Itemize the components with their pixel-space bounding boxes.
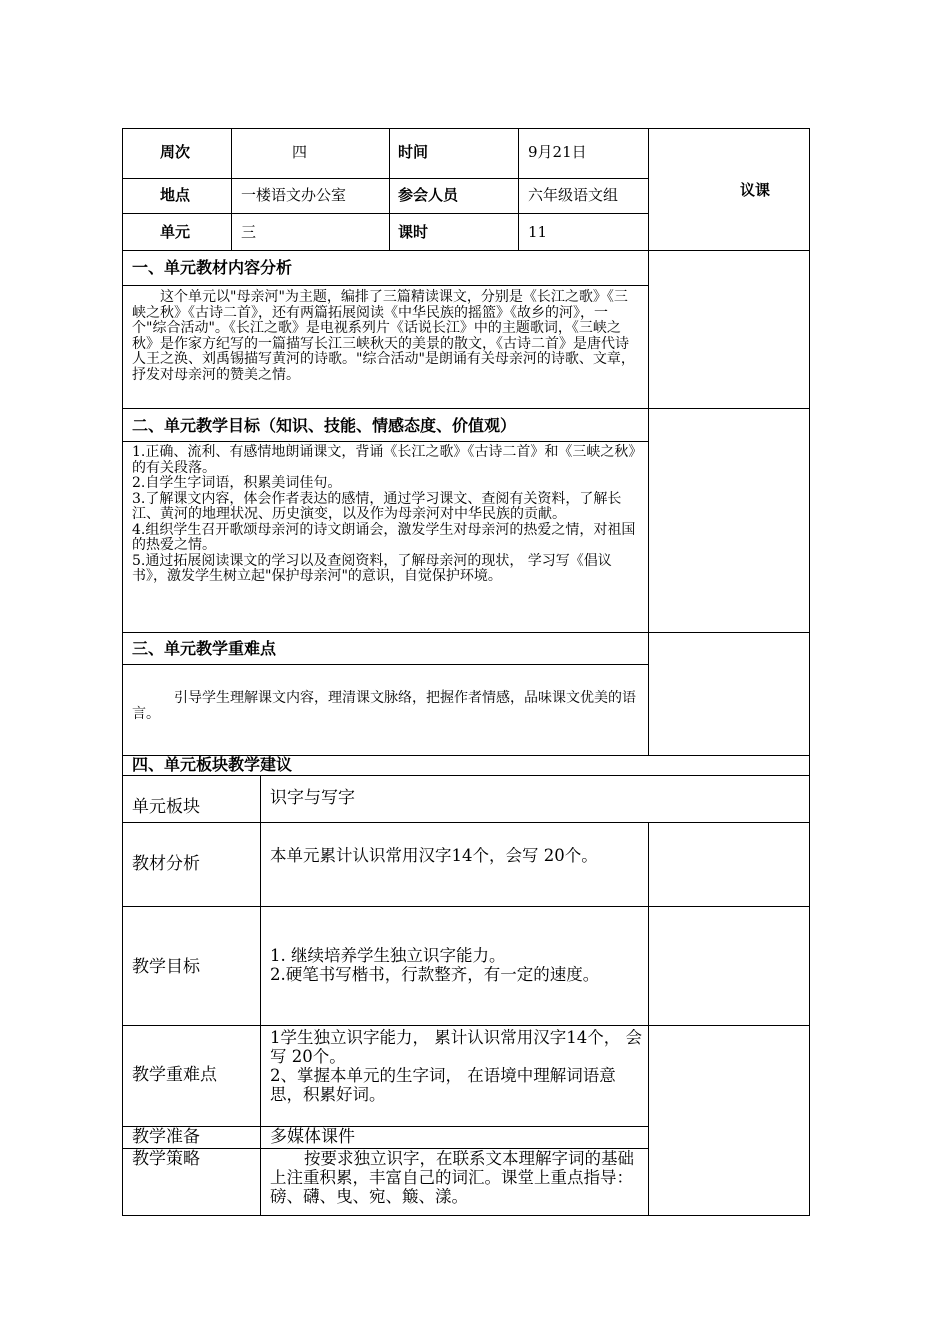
- rule: [648, 822, 649, 1216]
- goal-item: 4.组织学生召开歌颂母亲河的诗文朗诵会，激发学生对母亲河的热爱之情，对祖国的热爱之情。: [132, 521, 636, 553]
- goal-line: 1. 继续培养学生独立识字能力。: [270, 946, 506, 965]
- difficulty-line: 1学生独立识字能力， 累计认识常用汉字14个， 会写 20个。: [270, 1028, 642, 1066]
- rule: [122, 822, 810, 823]
- analysis-title: 一、单元教材内容分析: [132, 258, 293, 277]
- suggest-title: 四、单元板块教学建议: [132, 755, 293, 774]
- block-value: 识字与写字: [270, 788, 355, 808]
- goal-line: 2.硬笔书写楷书，行款整齐，有一定的速度。: [270, 965, 600, 984]
- place-value: 一楼语文办公室: [241, 186, 347, 204]
- rule: [122, 664, 649, 665]
- difficulty-lines: [270, 1028, 642, 1104]
- goal-lines: [270, 946, 645, 984]
- analysis-text: 这个单元以"母亲河"为主题，编排了三篇精读课文，分别是《长江之歌》《三峡之秋》《古诗二首》，还有两篇拓展阅读《中华民族的摇篮》《故乡的河》，一个"综合活动"。《长江之歌》是电视系列片《话说长江》中的主题歌词，《三峡之秋》是作家方纪写的一篇描写长江三峡秋天的美景的散文，《古诗二首》是唐代诗人王之涣、刘禹锡描写黄河的诗歌。"综合活动"是朗诵有关母亲河的诗歌、文章，抒发对母亲河的赞美之情。: [132, 289, 635, 383]
- rule: [122, 632, 810, 633]
- time-value: 9月21日: [528, 143, 587, 161]
- goals-list: [132, 445, 640, 585]
- material-label: 教材分析: [132, 854, 200, 874]
- keypoints-text: 引导学生理解课文内容，理清课文脉络，把握作者情感，品味课文优美的语言。: [132, 690, 636, 722]
- week-label: 周次: [160, 143, 191, 161]
- rule: [122, 213, 649, 214]
- rule: [122, 1126, 649, 1127]
- prep-label: 教学准备: [132, 1127, 200, 1147]
- rule: [122, 285, 649, 286]
- unit-value: 三: [241, 223, 257, 241]
- goal-item: 5.通过拓展阅读课文的学习以及查阅资料，了解母亲河的现状， 学习写《倡议书》，激发学生树立起"保护母亲河"的意识，自觉保护环境。: [132, 552, 612, 584]
- week-value: 四: [292, 143, 308, 161]
- rule: [231, 128, 232, 250]
- rule: [389, 128, 390, 250]
- goal-item: 2.自学生字词语，积累美词佳句。: [132, 475, 342, 491]
- rule: [122, 775, 810, 776]
- hours-value: 11: [528, 223, 548, 241]
- rule: [122, 906, 810, 907]
- prep-value: 多媒体课件: [270, 1127, 355, 1147]
- place-label: 地点: [160, 186, 191, 204]
- goal-item: 1.正确、流利、有感情地朗诵课文，背诵《长江之歌》《古诗二首》和《三峡之秋》的有关段落。: [132, 444, 636, 476]
- rule: [122, 250, 810, 251]
- rule: [518, 128, 519, 250]
- strategy-value: 按要求独立识字，在联系文本理解字词的基础上注重积累，丰富自己的词汇。课堂上重点指导：磅、礴、曳、宛、簸、漾。: [270, 1149, 634, 1206]
- difficulty-label: 教学重难点: [132, 1065, 217, 1085]
- hours-label: 课时: [398, 223, 429, 241]
- rule: [122, 178, 649, 179]
- strategy-label: 教学策略: [132, 1149, 200, 1169]
- rule: [648, 128, 649, 755]
- side-label: 议课: [740, 181, 771, 199]
- goal-item: 3.了解课文内容，体会作者表达的感情，通过学习课文、查阅有关资料，了解长江、黄河的地理状况、历史演变，以及作为母亲河对中华民族的贡献。: [132, 490, 622, 522]
- material-value: 本单元累计认识常用汉字14个，会写 20个。: [270, 846, 598, 865]
- rule: [122, 441, 649, 442]
- keypoints-title: 三、单元教学重难点: [132, 639, 277, 658]
- difficulty-line: 2、掌握本单元的生字词， 在语境中理解词语意思，积累好词。: [270, 1066, 616, 1104]
- rule: [122, 1025, 810, 1026]
- rule: [122, 408, 810, 409]
- goal-label: 教学目标: [132, 957, 200, 977]
- rule: [260, 775, 261, 1216]
- goals-title: 二、单元教学目标（知识、技能、情感态度、价值观）: [132, 416, 517, 435]
- attendees-value: 六年级语文组: [528, 186, 619, 204]
- unit-label: 单元: [160, 223, 191, 241]
- block-label: 单元板块: [132, 797, 200, 817]
- attendees-label: 参会人员: [398, 186, 459, 204]
- time-label: 时间: [398, 143, 429, 161]
